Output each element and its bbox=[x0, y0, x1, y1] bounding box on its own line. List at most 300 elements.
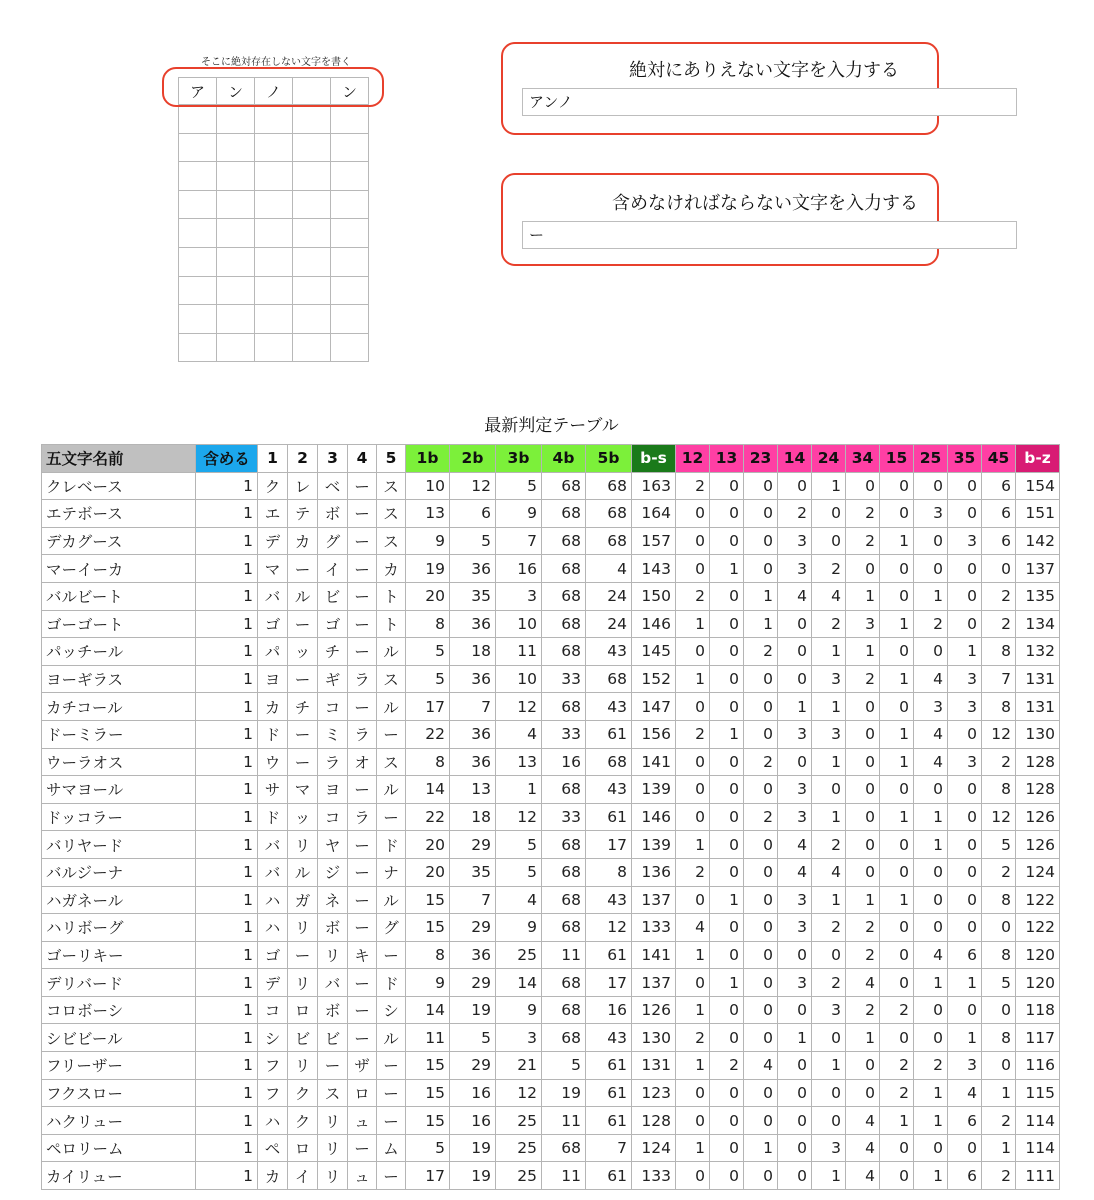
value-cell: 136 bbox=[632, 858, 676, 886]
grid-cell[interactable] bbox=[293, 133, 331, 162]
value-cell: 1 bbox=[196, 472, 258, 500]
column-header[interactable]: 含める bbox=[196, 445, 258, 473]
value-cell: 157 bbox=[632, 527, 676, 555]
grid-cell[interactable] bbox=[179, 247, 217, 276]
column-header[interactable]: 14 bbox=[778, 445, 812, 473]
grid-cell[interactable]: ン bbox=[331, 78, 369, 105]
grid-row bbox=[179, 276, 369, 305]
value-cell: 2 bbox=[846, 665, 880, 693]
value-cell: 0 bbox=[710, 1024, 744, 1052]
value-cell: 12 bbox=[586, 914, 632, 942]
grid-cell[interactable] bbox=[293, 105, 331, 134]
char-cell: ラ bbox=[348, 720, 377, 748]
char-cell: リ bbox=[288, 831, 318, 859]
value-cell: 16 bbox=[450, 1079, 496, 1107]
char-cell: シ bbox=[258, 1024, 288, 1052]
value-cell: 120 bbox=[1016, 941, 1060, 969]
value-cell: 0 bbox=[778, 1052, 812, 1080]
column-header[interactable]: 2b bbox=[450, 445, 496, 473]
value-cell: 0 bbox=[914, 776, 948, 804]
value-cell: 1 bbox=[710, 555, 744, 583]
exclude-letters-input[interactable]: アンノ bbox=[522, 88, 1017, 116]
value-cell: 7 bbox=[450, 886, 496, 914]
char-cell: ー bbox=[377, 1107, 406, 1135]
value-cell: 1 bbox=[196, 1107, 258, 1135]
value-cell: 0 bbox=[880, 969, 914, 997]
value-cell: 4 bbox=[948, 1079, 982, 1107]
value-cell: 124 bbox=[1016, 858, 1060, 886]
column-header[interactable]: 15 bbox=[880, 445, 914, 473]
grid-row bbox=[179, 190, 369, 219]
value-cell: 7 bbox=[450, 693, 496, 721]
value-cell: 0 bbox=[880, 1134, 914, 1162]
table-row bbox=[42, 610, 1060, 638]
value-cell: 0 bbox=[812, 1107, 846, 1135]
name-cell: フクスロー bbox=[42, 1079, 196, 1107]
value-cell: 0 bbox=[982, 914, 1016, 942]
value-cell: 1 bbox=[914, 1079, 948, 1107]
grid-row bbox=[179, 133, 369, 162]
grid-cell[interactable] bbox=[331, 190, 369, 219]
char-cell: レ bbox=[288, 472, 318, 500]
value-cell: 146 bbox=[632, 803, 676, 831]
value-cell: 68 bbox=[542, 831, 586, 859]
name-cell: バルビート bbox=[42, 582, 196, 610]
column-header[interactable]: 13 bbox=[710, 445, 744, 473]
value-cell: 1 bbox=[812, 1052, 846, 1080]
value-cell: 19 bbox=[450, 1162, 496, 1190]
value-cell: 5 bbox=[450, 1024, 496, 1052]
char-cell: ヨ bbox=[258, 665, 288, 693]
value-cell: 17 bbox=[586, 831, 632, 859]
value-cell: 1 bbox=[948, 969, 982, 997]
value-cell: 151 bbox=[1016, 500, 1060, 528]
grid-cell[interactable] bbox=[331, 162, 369, 191]
char-cell: ビ bbox=[288, 1024, 318, 1052]
char-cell: ハ bbox=[258, 914, 288, 942]
value-cell: 2 bbox=[846, 996, 880, 1024]
char-cell: ー bbox=[377, 1079, 406, 1107]
value-cell: 3 bbox=[812, 996, 846, 1024]
value-cell: 4 bbox=[744, 1052, 778, 1080]
value-cell: 61 bbox=[586, 720, 632, 748]
value-cell: 1 bbox=[812, 693, 846, 721]
value-cell: 2 bbox=[982, 582, 1016, 610]
table-row bbox=[42, 831, 1060, 859]
value-cell: 18 bbox=[450, 638, 496, 666]
value-cell: 5 bbox=[450, 527, 496, 555]
value-cell: 1 bbox=[196, 969, 258, 997]
value-cell: 1 bbox=[196, 1134, 258, 1162]
value-cell: 1 bbox=[880, 748, 914, 776]
char-cell: バ bbox=[258, 858, 288, 886]
grid-cell[interactable] bbox=[217, 105, 255, 134]
value-cell: 1 bbox=[196, 610, 258, 638]
grid-cell[interactable] bbox=[179, 219, 217, 248]
grid-cell[interactable] bbox=[293, 219, 331, 248]
value-cell: 3 bbox=[496, 582, 542, 610]
column-header[interactable]: 34 bbox=[846, 445, 880, 473]
column-header[interactable]: 3b bbox=[496, 445, 542, 473]
char-cell: ー bbox=[288, 941, 318, 969]
column-header[interactable]: 4 bbox=[348, 445, 377, 473]
grid-cell[interactable] bbox=[331, 105, 369, 134]
char-cell: ル bbox=[377, 638, 406, 666]
value-cell: 1 bbox=[812, 803, 846, 831]
char-cell: ロ bbox=[348, 1079, 377, 1107]
grid-cell[interactable] bbox=[217, 305, 255, 334]
value-cell: 22 bbox=[406, 720, 450, 748]
char-cell: ベ bbox=[318, 472, 348, 500]
value-cell: 0 bbox=[710, 914, 744, 942]
value-cell: 141 bbox=[632, 941, 676, 969]
value-cell: 147 bbox=[632, 693, 676, 721]
value-cell: 134 bbox=[1016, 610, 1060, 638]
grid-cell[interactable] bbox=[217, 190, 255, 219]
char-cell: ー bbox=[288, 665, 318, 693]
include-letters-input[interactable]: ー bbox=[522, 221, 1017, 249]
grid-cell[interactable] bbox=[217, 162, 255, 191]
column-header[interactable]: 1 bbox=[258, 445, 288, 473]
value-cell: 132 bbox=[1016, 638, 1060, 666]
value-cell: 12 bbox=[982, 803, 1016, 831]
value-cell: 2 bbox=[676, 472, 710, 500]
value-cell: 0 bbox=[676, 1162, 710, 1190]
value-cell: 0 bbox=[744, 941, 778, 969]
value-cell: 20 bbox=[406, 858, 450, 886]
value-cell: 3 bbox=[948, 748, 982, 776]
grid-cell[interactable] bbox=[255, 247, 293, 276]
name-cell: デカグース bbox=[42, 527, 196, 555]
column-header[interactable]: 24 bbox=[812, 445, 846, 473]
value-cell: 1 bbox=[778, 1024, 812, 1052]
value-cell: 3 bbox=[914, 693, 948, 721]
value-cell: 152 bbox=[632, 665, 676, 693]
value-cell: 0 bbox=[914, 1134, 948, 1162]
grid-cell[interactable] bbox=[255, 276, 293, 305]
grid-cell[interactable] bbox=[179, 276, 217, 305]
char-cell: シ bbox=[377, 996, 406, 1024]
value-cell: 2 bbox=[744, 638, 778, 666]
value-cell: 164 bbox=[632, 500, 676, 528]
char-cell: ー bbox=[348, 886, 377, 914]
grid-cell[interactable] bbox=[217, 247, 255, 276]
value-cell: 3 bbox=[948, 665, 982, 693]
column-header[interactable]: b-z bbox=[1016, 445, 1060, 473]
char-cell: ラ bbox=[348, 803, 377, 831]
grid-cell[interactable]: ン bbox=[217, 78, 255, 105]
value-cell: 6 bbox=[948, 1162, 982, 1190]
value-cell: 1 bbox=[846, 886, 880, 914]
value-cell: 68 bbox=[542, 555, 586, 583]
char-cell: ド bbox=[258, 720, 288, 748]
char-cell: バ bbox=[258, 831, 288, 859]
char-cell: グ bbox=[377, 914, 406, 942]
grid-cell[interactable] bbox=[331, 133, 369, 162]
value-cell: 0 bbox=[812, 941, 846, 969]
value-cell: 1 bbox=[846, 582, 880, 610]
grid-cell[interactable] bbox=[255, 162, 293, 191]
char-cell: ー bbox=[348, 969, 377, 997]
value-cell: 36 bbox=[450, 610, 496, 638]
char-cell: ナ bbox=[377, 858, 406, 886]
value-cell: 111 bbox=[1016, 1162, 1060, 1190]
value-cell: 43 bbox=[586, 886, 632, 914]
value-cell: 0 bbox=[948, 720, 982, 748]
value-cell: 3 bbox=[778, 720, 812, 748]
value-cell: 8 bbox=[982, 1024, 1016, 1052]
value-cell: 7 bbox=[496, 527, 542, 555]
column-header[interactable]: 4b bbox=[542, 445, 586, 473]
value-cell: 1 bbox=[914, 803, 948, 831]
grid-cell[interactable] bbox=[293, 162, 331, 191]
value-cell: 0 bbox=[846, 748, 880, 776]
value-cell: 2 bbox=[914, 1052, 948, 1080]
grid-cell[interactable] bbox=[255, 105, 293, 134]
grid-cell[interactable] bbox=[255, 133, 293, 162]
char-cell: ー bbox=[348, 610, 377, 638]
grid-cell[interactable] bbox=[179, 133, 217, 162]
grid-cell[interactable] bbox=[331, 247, 369, 276]
value-cell: 0 bbox=[880, 500, 914, 528]
grid-title: そこに絶対存在しない文字を書く bbox=[201, 57, 351, 68]
grid-cell[interactable] bbox=[293, 333, 331, 362]
value-cell: 5 bbox=[496, 831, 542, 859]
value-cell: 2 bbox=[710, 1052, 744, 1080]
value-cell: 5 bbox=[406, 638, 450, 666]
value-cell: 25 bbox=[496, 1107, 542, 1135]
value-cell: 68 bbox=[586, 527, 632, 555]
value-cell: 1 bbox=[196, 803, 258, 831]
grid-cell[interactable] bbox=[255, 219, 293, 248]
column-header[interactable]: 五文字名前 bbox=[42, 445, 196, 473]
value-cell: 13 bbox=[496, 748, 542, 776]
value-cell: 143 bbox=[632, 555, 676, 583]
value-cell: 0 bbox=[744, 527, 778, 555]
char-cell: デ bbox=[258, 969, 288, 997]
char-cell: ロ bbox=[288, 996, 318, 1024]
value-cell: 1 bbox=[914, 1107, 948, 1135]
value-cell: 1 bbox=[948, 1024, 982, 1052]
grid-cell[interactable] bbox=[255, 333, 293, 362]
value-cell: 139 bbox=[632, 776, 676, 804]
value-cell: 12 bbox=[496, 1079, 542, 1107]
value-cell: 1 bbox=[196, 693, 258, 721]
value-cell: 0 bbox=[880, 941, 914, 969]
value-cell: 0 bbox=[778, 1134, 812, 1162]
char-cell: ュ bbox=[348, 1107, 377, 1135]
value-cell: 7 bbox=[586, 1134, 632, 1162]
grid-cell[interactable] bbox=[179, 190, 217, 219]
grid-cell[interactable] bbox=[331, 276, 369, 305]
value-cell: 1 bbox=[196, 665, 258, 693]
grid-cell[interactable] bbox=[217, 276, 255, 305]
value-cell: 10 bbox=[496, 610, 542, 638]
table-row bbox=[42, 1024, 1060, 1052]
value-cell: 126 bbox=[1016, 831, 1060, 859]
value-cell: 0 bbox=[744, 776, 778, 804]
column-header[interactable]: 5 bbox=[377, 445, 406, 473]
value-cell: 0 bbox=[676, 1079, 710, 1107]
column-header[interactable]: 3 bbox=[318, 445, 348, 473]
grid-cell[interactable] bbox=[255, 305, 293, 334]
value-cell: 4 bbox=[846, 1162, 880, 1190]
value-cell: 16 bbox=[586, 996, 632, 1024]
grid-cell[interactable] bbox=[293, 305, 331, 334]
value-cell: 0 bbox=[846, 720, 880, 748]
value-cell: 68 bbox=[542, 472, 586, 500]
name-cell: デリバード bbox=[42, 969, 196, 997]
value-cell: 43 bbox=[586, 1024, 632, 1052]
table-row bbox=[42, 638, 1060, 666]
column-header[interactable]: 2 bbox=[288, 445, 318, 473]
grid-cell[interactable] bbox=[217, 133, 255, 162]
name-cell: ペロリーム bbox=[42, 1134, 196, 1162]
grid-cell[interactable] bbox=[217, 333, 255, 362]
grid-cell[interactable] bbox=[293, 190, 331, 219]
value-cell: 0 bbox=[778, 748, 812, 776]
char-cell: ー bbox=[348, 555, 377, 583]
char-cell: コ bbox=[318, 803, 348, 831]
value-cell: 0 bbox=[778, 665, 812, 693]
name-cell: ウーラオス bbox=[42, 748, 196, 776]
value-cell: 15 bbox=[406, 1052, 450, 1080]
value-cell: 9 bbox=[406, 527, 450, 555]
value-cell: 3 bbox=[496, 1024, 542, 1052]
grid-cell[interactable] bbox=[179, 333, 217, 362]
char-cell: ス bbox=[377, 665, 406, 693]
value-cell: 29 bbox=[450, 969, 496, 997]
value-cell: 0 bbox=[846, 776, 880, 804]
grid-cell[interactable] bbox=[293, 247, 331, 276]
value-cell: 0 bbox=[812, 500, 846, 528]
column-header[interactable]: 12 bbox=[676, 445, 710, 473]
column-header[interactable]: b-s bbox=[632, 445, 676, 473]
value-cell: 0 bbox=[676, 500, 710, 528]
grid-cell[interactable] bbox=[179, 162, 217, 191]
value-cell: 0 bbox=[676, 969, 710, 997]
grid-cell[interactable] bbox=[331, 305, 369, 334]
char-cell: リ bbox=[288, 914, 318, 942]
value-cell: 0 bbox=[880, 776, 914, 804]
column-header[interactable]: 1b bbox=[406, 445, 450, 473]
value-cell: 137 bbox=[632, 886, 676, 914]
grid-cell[interactable] bbox=[331, 333, 369, 362]
table-row bbox=[42, 996, 1060, 1024]
value-cell: 4 bbox=[812, 858, 846, 886]
value-cell: 135 bbox=[1016, 582, 1060, 610]
value-cell: 0 bbox=[914, 886, 948, 914]
value-cell: 137 bbox=[1016, 555, 1060, 583]
grid-highlight-outline bbox=[162, 67, 384, 107]
value-cell: 0 bbox=[812, 1079, 846, 1107]
value-cell: 0 bbox=[948, 858, 982, 886]
value-cell: 5 bbox=[982, 831, 1016, 859]
char-cell: ル bbox=[288, 582, 318, 610]
grid-cell[interactable] bbox=[293, 276, 331, 305]
column-header[interactable]: 45 bbox=[982, 445, 1016, 473]
value-cell: 14 bbox=[496, 969, 542, 997]
column-header[interactable]: 5b bbox=[586, 445, 632, 473]
value-cell: 17 bbox=[406, 1162, 450, 1190]
grid-cell[interactable]: ノ bbox=[255, 78, 293, 105]
value-cell: 1 bbox=[196, 776, 258, 804]
value-cell: 0 bbox=[982, 996, 1016, 1024]
char-cell: デ bbox=[258, 527, 288, 555]
table-row bbox=[42, 665, 1060, 693]
value-cell: 123 bbox=[632, 1079, 676, 1107]
value-cell: 1 bbox=[196, 720, 258, 748]
table-row bbox=[42, 776, 1060, 804]
value-cell: 2 bbox=[846, 914, 880, 942]
grid-cell[interactable]: ア bbox=[179, 78, 217, 105]
grid-cell[interactable] bbox=[255, 190, 293, 219]
value-cell: 0 bbox=[710, 527, 744, 555]
char-cell: ー bbox=[377, 720, 406, 748]
char-cell: リ bbox=[318, 1134, 348, 1162]
char-cell: ス bbox=[377, 500, 406, 528]
char-cell: ド bbox=[377, 831, 406, 859]
value-cell: 2 bbox=[812, 610, 846, 638]
value-cell: 68 bbox=[542, 969, 586, 997]
char-cell: ゴ bbox=[318, 610, 348, 638]
grid-cell[interactable] bbox=[217, 219, 255, 248]
value-cell: 4 bbox=[676, 914, 710, 942]
grid-cell[interactable] bbox=[331, 219, 369, 248]
value-cell: 1 bbox=[914, 969, 948, 997]
grid-cell[interactable] bbox=[179, 105, 217, 134]
value-cell: 0 bbox=[744, 665, 778, 693]
value-cell: 0 bbox=[948, 555, 982, 583]
value-cell: 29 bbox=[450, 1052, 496, 1080]
value-cell: 2 bbox=[982, 1107, 1016, 1135]
char-cell: ヤ bbox=[318, 831, 348, 859]
char-cell: ビ bbox=[318, 1024, 348, 1052]
value-cell: 0 bbox=[914, 527, 948, 555]
table-row bbox=[42, 527, 1060, 555]
value-cell: 1 bbox=[812, 886, 846, 914]
value-cell: 1 bbox=[846, 638, 880, 666]
value-cell: 2 bbox=[676, 858, 710, 886]
value-cell: 2 bbox=[812, 914, 846, 942]
value-cell: 0 bbox=[812, 1024, 846, 1052]
column-header[interactable]: 35 bbox=[948, 445, 982, 473]
char-cell: ー bbox=[348, 914, 377, 942]
value-cell: 0 bbox=[846, 1052, 880, 1080]
value-cell: 1 bbox=[812, 638, 846, 666]
char-cell: ビ bbox=[318, 582, 348, 610]
value-cell: 1 bbox=[196, 941, 258, 969]
table-row bbox=[42, 720, 1060, 748]
value-cell: 1 bbox=[676, 996, 710, 1024]
value-cell: 4 bbox=[846, 969, 880, 997]
char-cell: ハ bbox=[258, 1107, 288, 1135]
char-cell: ル bbox=[288, 858, 318, 886]
column-header[interactable]: 23 bbox=[744, 445, 778, 473]
value-cell: 163 bbox=[632, 472, 676, 500]
value-cell: 0 bbox=[676, 527, 710, 555]
value-cell: 0 bbox=[846, 858, 880, 886]
column-header[interactable]: 25 bbox=[914, 445, 948, 473]
value-cell: 0 bbox=[846, 693, 880, 721]
judgement-table bbox=[41, 444, 1060, 1190]
char-cell: マ bbox=[288, 776, 318, 804]
value-cell: 11 bbox=[542, 1162, 586, 1190]
table-row bbox=[42, 803, 1060, 831]
value-cell: 0 bbox=[744, 1079, 778, 1107]
value-cell: 0 bbox=[880, 472, 914, 500]
grid-cell[interactable] bbox=[179, 305, 217, 334]
